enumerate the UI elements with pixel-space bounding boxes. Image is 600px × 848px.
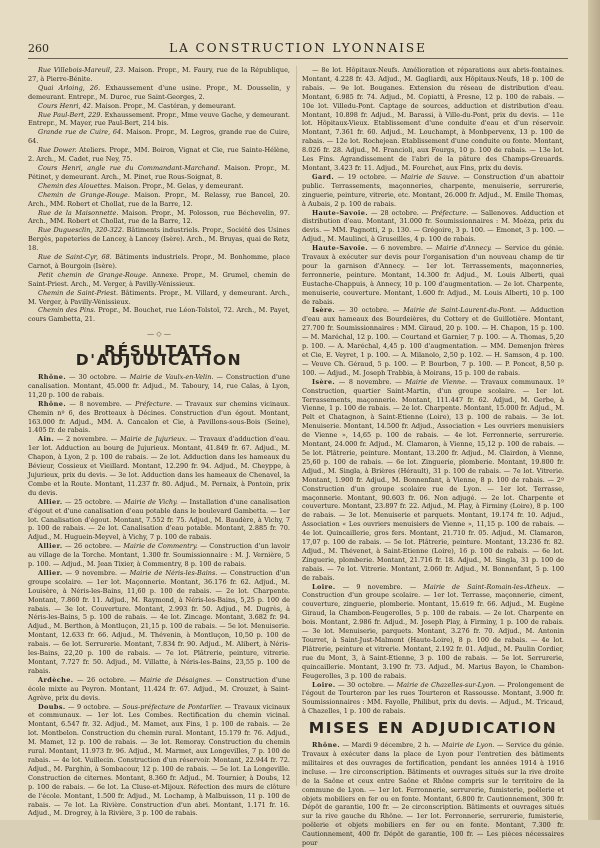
address-street: Cours Henri, angle rue du Commandant-Marchand. <box>38 163 220 172</box>
address-list <box>28 66 290 324</box>
adjudication-entry <box>302 66 564 173</box>
address-text: Ateliers. Propr., MM. Boiron, Vignat et Cie, rue Sainte-Hélène, 2. Arch., M. Cadet, rue Ney, 75. <box>28 146 290 164</box>
entry-date: — Mardi 9 décembre, 2 h. — <box>342 741 440 750</box>
entry-authority: Préfecture. <box>431 208 469 217</box>
address-entry <box>28 289 290 307</box>
entry-authority: Mairie de Saint-Romain-les-Atheux. <box>423 582 551 591</box>
address-entry <box>28 182 290 191</box>
address-street: Chemin de Saint-Priest. <box>38 288 119 297</box>
address-text: Exhaussement d'une usine. Propr., M. Dousselin, y demeurant. Entrepr., M. Duroc, rue Saint-Georges, 2. <box>28 83 290 101</box>
mises-title: MISES EN ADJUDICATION <box>308 719 558 738</box>
address-entry <box>28 66 290 84</box>
entry-date: — 8 novembre. — <box>338 377 402 386</box>
address-entry <box>28 271 290 289</box>
entry-authority: Sous-préfecture de Pontarlier. <box>122 702 223 711</box>
entry-region: Ardèche. <box>38 675 74 684</box>
resultats-title: RÉSULTATS D'ADJUDICATION <box>75 342 243 370</box>
entry-region: Doubs. <box>38 702 66 711</box>
address-text: Maison. Propr., M. Relassy, rue Bancel, 20. Arch., MM. Robert et Chollat, rue de la Barre, 12. <box>28 190 290 208</box>
entry-date: — 2 novembre. — <box>56 435 118 444</box>
address-entry <box>28 102 290 111</box>
address-entry <box>28 111 290 129</box>
entry-authority: Mairie de Vienne. <box>405 377 468 386</box>
entry-authority: Mairie de Lyon. <box>441 741 495 750</box>
address-street: Grande rue de Cuire, 64. <box>38 128 124 137</box>
address-text: Maison. Propr., M. Polosson, rue Béchevelin, 97. Arch., MM. Robert et Chollat, rue de la Barre, 12. <box>28 208 290 226</box>
page-header <box>28 40 568 59</box>
entry-text: — Sallenoves. Adduction et distribution d'eau. Montant, 31.000 fr. Soumissionnaires : M. Moéza, prix du devis. — MM. Pagnotti, 2 p. 130. — Grégoire, 3 p. 100. — Emonet, 3 p. 100. — Adjud., M. Maulinci, à Gruseilles, 4 p. 100 de rabais. <box>302 208 564 244</box>
page-number: 260 <box>28 42 49 55</box>
adjudication-entry <box>28 498 290 543</box>
address-street: Cours Henri, 42. <box>38 101 93 110</box>
entry-text: — Service du génie. Travaux à exécuter sur devis pour l'organisation d'un nouveau champ de tir pour la garnison d'Annecy. — 1er lot. Terrassements, maçonneries, ferronnerie, peinture. Montant, 14.300 fr. Adjud., M. Louis Alberti, quai Eustache-Chappuis, à Annecy, 10 p. 100 d'augmentation. — 2e lot. Charpente, menuiserie, couverture. Montant, 1.600 fr. Adjud., M. Louis Alberti, 10 p. 100 de rabais. <box>302 244 564 306</box>
address-street: Rue Villebois-Mareuil, 23. <box>38 66 126 74</box>
entry-authority: Mairie d'Annecy. <box>435 244 492 253</box>
entry-region: Isère. <box>312 377 336 386</box>
entry-date: — 30 octobre. — <box>338 680 394 689</box>
mises-list <box>302 741 564 848</box>
entry-authority: Mairie de Commentry. <box>123 542 198 551</box>
entry-text: — Service du génie. Travaux à exécuter dans la place de Lyon pour l'entretien des bâtiments militaires et des ouvrages de fortification, pendant les années 1914 à 1916 incluse. — 1re circonscription. Bâtiments et ouvrages situés sur la rive droite de la Saône et ceux entre Saône et Rhône compris sur le territoire de la commune de Lyon. — 1er lot. Ferronnerie, serrurerie, fumisterie, poêlerie et objets mobiliers en fer ou en fonte. Montant, 6.800 fr. Cautionnement, 300 fr. Dépôt de garantie, 100 fr. — 2e circonscription. Bâtiments et ouvrages situés sur la rive gauche du Rhône. — 1er lot. Ferronnerie, serrurerie, fumisterie, poêlerie et objets mobiliers en fer ou en fonte. Montant, 7.300 fr. Cautionnement, 400 fr. Dépôt de garantie, 100 fr. — Les pièces nécessaires pour <box>302 741 564 848</box>
entry-authority: Mairie de Vaulx-en-Velin. <box>129 373 214 381</box>
entry-authority: Mairie de Saint-Laurent-du-Pont. <box>403 306 516 315</box>
adjudication-entry <box>302 173 564 209</box>
entry-authority: Mairie de Néris-les-Bains. <box>129 568 218 577</box>
adjudication-entry <box>28 676 290 703</box>
entry-text: — Travaux communaux. 1º Construction, quartier Saint-Martin, d'un groupe scolaire. — 1er lot. Terrassements, maçonnerie. Montant, 111.447 fr. 62. Adjud., M. Gerbe, à Vienne, 1 p. 100 de rabais. — 2e lot. Charpente. Montant, 15.000 fr. Adjud., M. Pelt et Chatagnon, à Saint-Etienne (Loire), 13 p. 100 de rabais. — 3e lot. Menuiserie. Montant, 14.500 fr. Adjud., Association « Les ouvriers menuisiers de Vienne », 14,65 p. 100 de rabais. — 4e lot. Ferronnerie, serrurerie. Montant, 24.000 fr. Adjud., M. Clamaron, à Vienne, 15,12 p. 100 de rabais. — 5e lot. Plâtrerie, peinture. Montant, 13.200 fr. Adjud., M. Clairdon, à Vienne, 25,60 p. 100 de rabais. — 6e lot. Zinguerie, plomberie. Montant, 19.800 fr. Adjud., M. Singla, à Brières (Hérault), 31 p. 100 de rabais. — 7e lot. Vitrerie. Montant, 1.900 fr. Adjud., M. Bonnenfant, à Vienne, 8 p. 100 de rabais. — 2º Construction d'un groupe scolaire rue de Lyon. — 1er lot. Terrasse, maçonnerie. Montant, 90.603 fr. 06. Non adjugé. — 2e lot. Charpente et couverture. Montant, 23.897 fr. 22. Adjud., M. Play, à Firminy (Loire), 8 p. 100 de rabais. — 3e lot. Menuiserie et parquets. Montant, 19.174 fr. 10. Adjud., Association « Les ouvriers menuisiers de Vienne », 11,15 p. 100 de rabais. — 4e lot. Quincaillerie, gros fers. Montant, 21.710 fr. 05. Adjud., M. Clamaron, 17,07 p. 100 de rabais. — 5e lot. Plâtrerie, peinture. Montant, 13.236 fr. 82. Adjud., M. Thévenet, à Saint-Etienne (Loire), 16 p. 100 de rabais. — 6e lot. Zinguerie, plomberie. Montant, 21.716 fr. 18. Adjud., M. Singla, 31 p. 100 de rabais. — 7e lot. Vitrerie. Montant, 2.060 fr. Adjud., M. Bonnenfant, 5 p. 100 de rabais. <box>302 377 565 582</box>
entry-authority: Mairie de Sauve. <box>400 172 460 181</box>
adjudication-entry <box>28 703 290 819</box>
entry-region: Rhône. <box>38 399 66 408</box>
entry-date: — 30 octobre. — <box>69 373 127 381</box>
entry-text: — Travaux sur chemins vicinaux. Chemin nº 6, des Brotteaux à Décines. Construction d'un égout. Montant, 163.000 fr. Adjud., MM. A. Cancalon et Cie, à Pavillons-sous-Bois (Seine), 1.405 fr. de rabais. <box>28 399 291 435</box>
address-entry <box>28 226 290 253</box>
address-text: Maison. Propr., M. Gelas, y demeurant. <box>114 181 244 190</box>
entry-text: — Travaux vicinaux et communaux. — 1er lot. Les Combes. Rectification du chemin vicinal. Montant, 6.547 fr. 32. Adjud., M. Mamet, aux Fins, 1 p. 100 de rabais. — 2e lot. Montbelon. Construction du chemin rural. Montant, 15.179 fr. 76. Adjud., M. Mamet, 12 p. 100 de rabais. — 3e lot. Remoray. Construction du chemin rural. Montant, 11.973 fr. 96. Adjud., M. Marmet, aux Longevilles, 7 p. 100 de rabais. — 4e lot. Vuillecin. Construction d'un réservoir. Montant, 22.944 fr. 72. Adjud., M. Parghin, à Sombacour, 12 p. 100 de rabais. — 5e lot. La Longeville. Construction de citernes. Montant, 8.360 fr. Adjud., M. Tournier, à Doubs, 12 p. 100 de rabais. — 6e lot. La Cluse-et-Mijoux. Réfection des murs de clôture de l'école. Montant, 1.500 fr. Adjud., M. Lochamp, à Malbuisson, 11 p. 100 de rabais. — 7e lot. La Rivière. Construction d'un abri. Montant, 1.171 fr. 16. Adjud., M. Drogrey, à la Rivière, 3 p. 100 de rabais. <box>28 702 290 818</box>
address-text: Exhaussement. Propr., Mme veuve Gache, y demeurant. Entrepr., M. Mayer, rue Paul-Bert, 214 bis. <box>28 110 290 128</box>
address-street: Chemin des Alouettes. <box>38 181 113 190</box>
adjudication-entry <box>28 400 290 436</box>
entry-date: — 25 octobre. — <box>65 497 122 506</box>
address-street: Rue Dower. <box>38 146 77 155</box>
adjudication-entry <box>302 378 564 583</box>
address-entry <box>28 128 290 146</box>
entry-text: — Construction d'un lavoir au village de la Torche. Montant, 1.300 fr. Soumissionnaire : M. J. Vernière, 5 p. 100. — Adjud., M. Jean Tixier, à Commentry, 8 p. 100 de rabais. <box>28 542 290 569</box>
left-column <box>28 66 290 818</box>
entry-date: — 8 novembre. — <box>69 399 132 408</box>
adjudication-entry <box>302 306 564 377</box>
entry-date: — 26 octobre. — <box>76 675 136 684</box>
entry-region: Isère. <box>312 306 336 315</box>
entry-text: — Construction d'une canalisation. Montant, 45.000 fr. Adjud., M. Taboury, 14, rue Calas, à Lyon, 11,20 p. 100 de rabais. <box>28 373 290 399</box>
journal-title: LA CONSTRUCTION LYONNAISE <box>169 41 427 55</box>
address-entry <box>28 306 290 324</box>
entry-region: Haute-Savoie. <box>312 208 369 217</box>
page-gutter <box>588 0 600 820</box>
address-entry <box>28 164 290 182</box>
right-column <box>302 66 564 848</box>
entry-authority: Préfecture. <box>135 399 173 408</box>
address-street: Chemin des Pins. <box>38 306 96 315</box>
entry-date: — 6 novembre. — <box>371 244 433 253</box>
entry-text: — Prolongement de l'égout de Tourteron par les rues Tourteron et Rassousse. Montant, 3.900 fr. Soumissionnaires : MM. Fayolle, Philibut, prix du devis. — Adjud., M. Tricaud, à Chazelles, 1 p. 100 de rabais. <box>302 680 565 716</box>
entry-date: — 9 novembre. — <box>342 582 417 591</box>
address-street: Chemin de Grange-Rouge. <box>38 190 130 199</box>
address-entry <box>28 84 290 102</box>
address-street: Rue Duguesclin, 320-322. <box>38 226 125 235</box>
address-entry <box>28 191 290 209</box>
adjudication-entry <box>302 209 564 245</box>
entry-text: — 8e lot. Hôpitaux-Neufs. Amélioration et réparations aux abris-fontaines. Montant, 4.228 fr. 43. Adjud., M. Gagliardi, aux Hôpitaux-Neufs, 18 p. 100 de rabais. — 9e lot. Bouganes. Extension du réseau de distribution d'eau. Montant, 6.985 fr. 74. Adjud., M. Copiatti, à Fresne, 12 p. 100 de rabais. — 10e lot. Villedu-Pont. Captage de sources, adduction et distribution d'eau. Montant, 10.898 fr. Adjud., M. Barassi, à Ville-du-Pont, prix du devis. — 11e lot. Hôpitaux-Vieux. Etablissement d'une conduite d'eau et d'un réservoir. Montant, 7.361 fr. 60. Adjud., M. Louchampt, à Monbpervenx, 13 p. 100 de rabais. — 12e lot. Rochejean. Etablissement d'une conduite ou fonte. Montant, 8.026 fr. 28. Adjud., M. Francioli, aux Fourgs, 10 p. 100 de rabais. — 13e lot. Les Fins. Agrandissement de l'abri de la pâture des Champs-Greuards. Montant, 3.423 fr. 11. Adjud., M. Fourchet, aux Fins, prix du devis. <box>302 66 564 172</box>
adjudication-entry <box>302 244 564 306</box>
entry-date: — 19 octobre. — <box>337 172 398 181</box>
address-street: Rue de la Maisonnette. <box>38 208 119 217</box>
address-text: Bâtiments industriels. Propr., M. Bonhomme, place Carnot, à Bourgoin (Isère). <box>28 253 290 270</box>
entry-date: — 9 octobre. — <box>68 702 120 711</box>
entry-text: — Travaux d'adduction d'eau. 1er lot. Adduction au bourg de Jujurieux. Montant, 41.849 fr. 67. Adjud., M. Chapon, à Lyon, 2 p. 100 de rabais. — 2e lot. Adduction dans les hameaux du Bévieur, Cossieux et Vieillard. Montant, 12.290 fr. 94. Adjud., M. Cheyppe, à Jujurieux, prix du devis. — 3e lot. Adduction dans les hameaux de Chenavel, la Combe et la Route. Montant, 11.237 fr. 80. Adjud., M. Pernaix, à Pontoin, prix du devis. <box>28 435 290 497</box>
address-text: Maison. Propr., M. Legros, grande rue de Cuire, 64. <box>28 128 290 146</box>
entry-authority: Mairie de Désaignes. <box>139 675 213 684</box>
adjudication-entry <box>302 681 564 717</box>
entry-region: Allier. <box>38 497 63 506</box>
adjudication-entry <box>302 583 564 681</box>
entry-text: — Construction d'un groupe scolaire. — 1er lot. Maçonnerie. Montant, 36.176 fr. 62. Adjud., M. Louisère, à Néris-les-Bains, 11,60 p. 100 de rabais. — 2e lot. Charpente. Montant, 7.860 fr. 11. Adjud., M. Raymond, à Néris-les-Bains, 5,25 p. 100 de rabais. — 3e lot. Couverture. Montant, 2.993 fr. 50. Adjud., M. Dugrès, à Néris-les-Bains, 5 p. 100 de rabais. — 4e lot. Zincage. Montant, 3.682 fr. 94. Adjud., M. Berthon, à Montluçon, 21,15 p. 100 de rabais. — 5e lot. Menuiserie. Montant, 12.633 fr. 66. Adjud., M. Thévenin, à Montluçon, 10,50 p. 100 de rabais. — 6e lot. Serrurerie. Montant, 7.834 fr. 90. Adjud., M. Alibert, à Néris-les-Bains, 22,20 p. 100 de rabais. — 7e lot. Plâtrerie, peinture, vitrerie. Montant, 7.727 fr. 50. Adjud., M. Villatte, à Néris-les-Bains, 23,55 p. 100 de rabais. <box>28 568 290 675</box>
entry-text: — Construction d'un abattoir public. Terrassements, maçonneries, charpente, menuiserie, serrurerie, zinguerie, peinture, vitrerie, etc. Montant, 26.000 fr. Adjud., M. Emile Thomas, à Aubais, 2 p. 100 de rabais. <box>302 172 564 208</box>
address-text: Propr., M. Bouchet, rue Léon-Tolstoï, 72. Arch., M. Payet, cours Gambetta, 21. <box>28 306 290 324</box>
address-entry <box>28 253 290 271</box>
entry-region: Haute-Savoie. <box>312 244 369 253</box>
entry-date: — 30 octobre. — <box>339 306 400 315</box>
address-text: Bâtiments industriels. Propr., Société des Usines Bergès, papeteries de Lancey, à Lancey (Isère). Arch., M. Bruyas, quai de Retz, 18. <box>28 226 290 253</box>
entry-text: — Construction d'un groupe scolaire. — 1er lot. Terrasse, maçonnerie, ciment, couverture, zinguerie, plomberie. Montant, 15.619 fr. 66. Adjud., M. Eugène Giraud, la Chambon-Feugerolles, 5 p. 100 de rabais. — 2e lot. Charpente en bois. Montant, 2.986 fr. Adjud., M. Joseph Play, à Firminy, 1 p. 100 de rabais. — 3e lot. Menuiserie, parquets. Montant, 3.276 fr. 70. Adjud., M. Antonin Tourret, à Saint-Just-Malmont (Haute-Loire), 8 p. 100 de rabais. — 4e lot. Plâtrerie, peinture et vitrerie. Montant, 2.192 fr. 01. Adjud., M. Paulin Cordier, rue du Mont, 3, à Saint-Etienne, 3 p. 100 de rabais. — 5e lot. Serrurerie, quincaillerie. Montant, 3.190 fr. 73. Adjud., M. Marius Bayon, le Chambon-Feugerolles, 3 p. 100 de rabais. <box>302 582 565 680</box>
entry-text: — Adduction d'eau aux hameaux des Bourdeières, du Cottery et de Guillotière. Montant, 27.700 fr. Soumissionnaires : MM. Giraud, 20 p. 100. — H. Chapon, 15 p. 100. — M. Maréchal, 12 p. 100. — Courtand et Garnier, 7 p. 100. — A. Thomas, 5,20 p. 100. — A. Maréchal, 4,45 p. 100 d'augmentation. — MM. Demenjon frères et Cie, E. Veyret, 1 p. 100. — A. Milanolo, 2,50 p. 102. — H. Samson, 4 p. 100. — Veuve Ch. Géraud, 5 p. 100. — P. Bourbon, 7 p. 100. — P. Poncet, 8,50 p. 100. — Adjud., M. Joseph Trabbia, à Moirans, 15 p. 100 de rabais. <box>302 306 564 377</box>
entry-text: — Installation d'une canalisation d'égout et d'une canalisation d'eau potable dans le boulevard Gambetta. — 1er lot. Canalisation d'égout. Montant, 7.552 fr. 75. Adjud., M. Baudère, à Vichy, 7 p. 100 de rabais. — 2e lot. Canalisation d'eau potable. Montant, 2.885 fr. 70. Adjud., M. Huguein-Meyvel, à Vichy, 7 p. 100 de rabais. <box>28 497 290 542</box>
entry-region: Ain. <box>38 435 55 444</box>
entry-region: Loire. <box>312 680 336 689</box>
address-street: Rue de Saint-Cyr, 68. <box>38 253 112 262</box>
entry-region: Rhône. <box>312 741 340 750</box>
entry-region: Loire. <box>312 582 336 591</box>
entry-region: Rhône. <box>38 373 66 381</box>
adjudication-entry <box>28 542 290 569</box>
adjudication-entry <box>28 569 290 676</box>
entry-date: — 26 octobre. — <box>64 542 121 551</box>
resultats-left-list <box>28 373 290 818</box>
entry-authority: Mairie de Chazelles-sur-Lyon. <box>396 680 496 689</box>
address-text: Bâtiments. Propr., M. Villard, y demeurant. Arch., M. Verger, à Pavilly-Vénissieux. <box>28 288 290 306</box>
resultats-right-list <box>302 66 564 716</box>
adjudication-entry <box>28 435 290 497</box>
entry-date: — 28 octobre. — <box>370 208 429 217</box>
address-text: Maison. Propr., M. Castéran, y demeurant. <box>95 101 236 110</box>
address-street: Quai Arloing, 26. <box>38 83 101 92</box>
address-text: Maison. Propr., M. Pétinet, y demeurant. Arch., M. Pinet, rue Rous-Soignat, 8. <box>28 163 290 181</box>
adjudication-entry <box>28 373 290 400</box>
address-street: Petit chemin de Grange-Rouge. <box>38 270 148 279</box>
entry-authority: Mairie de Vichy. <box>123 497 178 506</box>
entry-date: — 9 novembre. — <box>65 568 127 577</box>
address-street: Rue Paul-Bert, 229. <box>38 110 103 119</box>
entry-region: Allier. <box>38 542 63 551</box>
entry-region: Allier. <box>38 568 63 577</box>
adjudication-entry <box>302 741 564 848</box>
column-rule <box>296 66 297 786</box>
entry-authority: Mairie de Jujurieux. <box>119 435 188 444</box>
address-text: Annexe. Propr., M. Grumel, chemin de Saint-Priest. Arch., M. Verger, à Pavilly-Vénissieux. <box>28 270 290 288</box>
address-entry <box>28 146 290 164</box>
section-divider: — ◇ — <box>147 330 171 339</box>
address-text: Maison. Propr., M. Faury, rue de la République, 27, à Pierre-Bénite. <box>28 66 290 83</box>
entry-region: Gard. <box>312 172 334 181</box>
entry-text: — Construction d'une école mixte au Peyron. Montant, 11.424 fr. 67. Adjud., M. Crouzet, à Saint-Agrève, prix du devis. <box>28 675 290 702</box>
address-entry <box>28 209 290 227</box>
